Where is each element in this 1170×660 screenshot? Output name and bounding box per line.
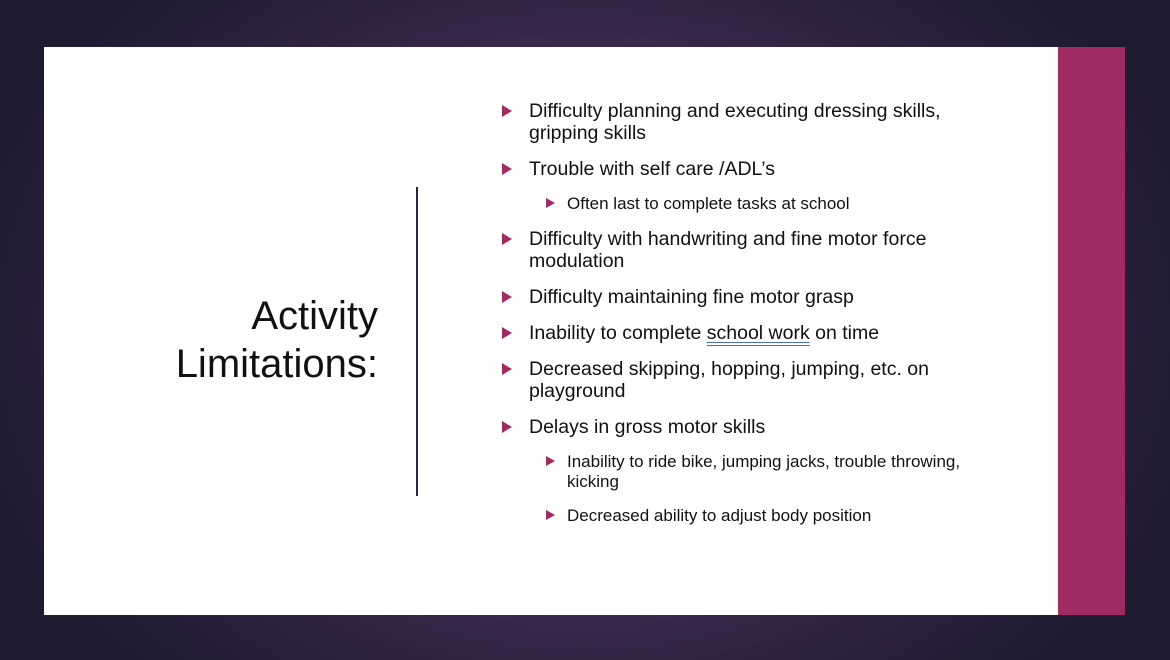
triangle-right-icon [502, 421, 512, 433]
bullet-item [499, 416, 979, 438]
accent-bar [1058, 47, 1125, 615]
bullet-list [499, 100, 979, 540]
bullet-item [499, 286, 979, 308]
bullet-text: Decreased skipping, hopping, jumping, etc. on playground [529, 358, 929, 402]
triangle-right-icon [502, 233, 512, 245]
sub-bullet-item [499, 452, 979, 492]
bullet-text-before: Inability to complete [529, 322, 707, 344]
bullet-text: Inability to ride bike, jumping jacks, trouble throwing, kicking [567, 452, 961, 491]
vertical-divider [416, 187, 418, 496]
triangle-right-icon [502, 105, 512, 117]
bullet-item [499, 228, 979, 272]
triangle-right-icon [546, 456, 555, 466]
triangle-right-icon [546, 510, 555, 520]
slide-canvas [44, 47, 1058, 615]
spellcheck-underlined-text[interactable]: school work [706, 322, 810, 344]
bullet-text: Difficulty with handwriting and fine motor force modulation [529, 228, 927, 272]
triangle-right-icon [502, 363, 512, 375]
bullet-text: Delays in gross motor skills [529, 416, 766, 438]
slide-title [78, 292, 378, 388]
sub-bullet-item [499, 506, 979, 526]
triangle-right-icon [502, 327, 512, 339]
triangle-right-icon [502, 291, 512, 303]
bullet-text-after: on time [809, 322, 880, 344]
bullet-text: Often last to complete tasks at school [567, 194, 850, 213]
bullet-item [499, 322, 979, 344]
bullet-text: Difficulty planning and executing dressing skills, gripping skills [529, 100, 941, 144]
bullet-text: Difficulty maintaining fine motor grasp [529, 286, 854, 308]
bullet-text: Decreased ability to adjust body position [567, 506, 872, 525]
triangle-right-icon [546, 198, 555, 208]
title-line-1: Activity [251, 293, 378, 338]
bullet-item [499, 358, 979, 402]
title-line-2: Limitations: [175, 341, 378, 386]
bullet-item [499, 158, 979, 180]
triangle-right-icon [502, 163, 512, 175]
bullet-text: Trouble with self care /ADL’s [529, 158, 776, 180]
bullet-item [499, 100, 979, 144]
sub-bullet-item [499, 194, 979, 214]
